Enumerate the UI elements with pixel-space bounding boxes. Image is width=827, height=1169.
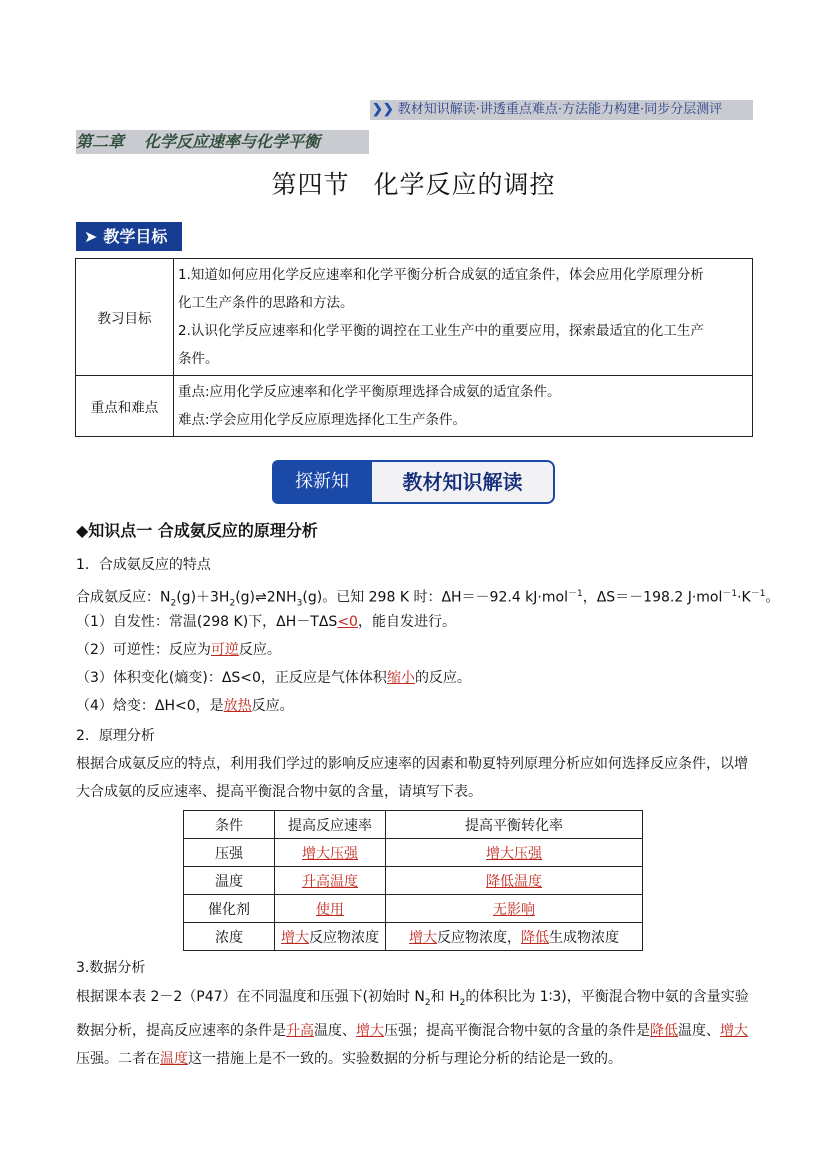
answer: 升高 xyxy=(286,1022,314,1039)
cell xyxy=(386,839,643,867)
table-row xyxy=(184,895,643,923)
text: (g)＋3H xyxy=(176,589,230,606)
text-line: 条件。 xyxy=(178,351,219,367)
text: 2 xyxy=(459,997,466,1008)
text: 根据课本表 2－2（P47）在不同温度和压强下(初始时 N xyxy=(76,989,425,1005)
text: （1）自发性：常温(298 K)下，ΔH－TΔS xyxy=(76,614,338,630)
section-1-heading: 1．合成氨反应的特点 xyxy=(76,557,211,573)
table-row xyxy=(184,923,643,951)
text: ，ΔS＝－198.2 J·mol xyxy=(582,589,723,606)
column-header: 条件 xyxy=(184,811,275,839)
text: 的反应。 xyxy=(414,670,471,686)
text: 2 xyxy=(170,598,177,609)
cell xyxy=(275,867,386,895)
answer: 增大 xyxy=(356,1022,384,1039)
answer: 降低温度 xyxy=(486,873,542,890)
text: (g)⇌2NH xyxy=(235,589,297,606)
text: 反应。 xyxy=(238,642,281,658)
answer: 使用 xyxy=(316,901,344,918)
section-number: 第四节 xyxy=(271,170,350,199)
cell xyxy=(275,923,386,951)
text: 。 xyxy=(765,589,780,606)
column-header: 提高反应速率 xyxy=(275,811,386,839)
answer: 降低 xyxy=(521,929,549,946)
section-3-heading: 3.数据分析 xyxy=(76,960,146,976)
text: （2）可逆性：反应为 xyxy=(76,642,211,658)
text: ·K xyxy=(737,589,751,606)
text: 反应。 xyxy=(251,698,294,714)
text: 2 xyxy=(424,997,431,1008)
text: 温度、 xyxy=(678,1022,720,1039)
answer: 缩小 xyxy=(386,670,415,686)
table-row xyxy=(76,376,753,437)
answer: 温度 xyxy=(160,1050,188,1067)
text: 反应物浓度 xyxy=(309,929,379,946)
text: 生成物浓度 xyxy=(549,929,619,946)
cell: 浓度 xyxy=(184,923,275,951)
cell xyxy=(386,895,643,923)
text: 3 xyxy=(296,598,303,609)
cell: 压强 xyxy=(184,839,275,867)
answer: 增大 xyxy=(281,929,309,946)
cell: 催化剂 xyxy=(184,895,275,923)
explore-banner xyxy=(272,460,555,504)
answer: 无影响 xyxy=(493,901,535,918)
row-text xyxy=(174,259,753,376)
text: 和 H xyxy=(430,989,460,1005)
table-row xyxy=(76,259,753,376)
chapter-heading xyxy=(76,130,369,154)
objectives-header xyxy=(76,222,182,251)
text: －1 xyxy=(750,589,766,599)
answer: 可逆 xyxy=(210,642,239,658)
answer: 增大 xyxy=(409,929,437,946)
explore-left-label: 探新知 xyxy=(272,460,372,504)
text: 合成氨反应：N xyxy=(76,589,171,606)
text: －1 xyxy=(722,589,738,599)
table-row xyxy=(184,867,643,895)
cell xyxy=(275,839,386,867)
text: －1 xyxy=(567,589,583,599)
text: （4）焓变：ΔH<0，是 xyxy=(76,698,224,714)
banner-text: 教材知识解读·讲透重点难点·方法能力构建·同步分层测评 xyxy=(397,102,723,117)
answer: 增大压强 xyxy=(486,845,542,862)
point-2 xyxy=(76,636,281,664)
answer: 增大压强 xyxy=(302,845,358,862)
text: 温度、 xyxy=(314,1022,356,1039)
text-line: 重点:应用化学反应速率和化学平衡原理选择合成氨的适宜条件。 xyxy=(178,384,561,400)
answer: 升高温度 xyxy=(302,873,358,890)
text-line: 化工生产条件的思路和方法。 xyxy=(178,295,354,311)
answer: 降低 xyxy=(650,1022,678,1039)
conditions-table xyxy=(183,810,643,951)
knowledge-point-title: ◆知识点一 合成氨反应的原理分析 xyxy=(76,521,318,540)
answer: 增大 xyxy=(720,1022,748,1039)
explore-right-label: 教材知识解读 xyxy=(370,460,555,504)
section-2-text: 根据合成氨反应的特点，利用我们学过的影响反应速率的因素和勒夏特列原理分析应如何选择反应条件，以增大合成氨的反应速率、提高平衡混合物中氨的含量，请填写下表。 xyxy=(76,756,748,800)
page-title xyxy=(0,165,827,205)
text: 压强。二者在 xyxy=(76,1050,160,1067)
arrow-right-icon: ➤ xyxy=(84,227,98,246)
text-line: 难点:学会应用化学反应原理选择化工生产条件。 xyxy=(178,412,467,428)
section-3-text xyxy=(76,983,756,1073)
point-3 xyxy=(76,664,471,692)
objectives-table xyxy=(75,258,753,437)
text: 2 xyxy=(229,598,236,609)
text: 反应物浓度， xyxy=(437,929,521,946)
text-line: 2.认识化学反应速率和化学平衡的调控在工业生产中的重要应用，探索最适宜的化工生产 xyxy=(178,323,704,339)
chapter-name: 化学反应速率与化学平衡 xyxy=(144,132,321,151)
answer: <0 xyxy=(337,614,358,630)
row-label: 重点和难点 xyxy=(76,376,174,437)
cell xyxy=(275,895,386,923)
point-1 xyxy=(76,608,456,636)
top-banner xyxy=(370,100,753,120)
cell xyxy=(386,923,643,951)
text: 压强；提高平衡混合物中氨的含量的条件是 xyxy=(384,1022,650,1039)
text: 这一措施上是不一致的。实验数据的分析与理论分析的结论是一致的。 xyxy=(188,1050,622,1067)
row-label: 教习目标 xyxy=(76,259,174,376)
objectives-header-label: 教学目标 xyxy=(103,227,168,246)
cell: 温度 xyxy=(184,867,275,895)
double-chevron-icon: ❯❯ xyxy=(372,102,394,117)
table-row xyxy=(184,839,643,867)
row-text xyxy=(174,376,753,437)
section-2-heading: 2．原理分析 xyxy=(76,728,155,744)
text: （3）体积变化(熵变)：ΔS<0，正反应是气体体积 xyxy=(76,670,387,686)
text: ，能自发进行。 xyxy=(357,614,456,630)
table-header-row xyxy=(184,811,643,839)
point-4 xyxy=(76,692,294,720)
answer: 放热 xyxy=(223,698,252,714)
text-line: 1.知道如何应用化学反应速率和化学平衡分析合成氨的适宜条件，体会应用化学原理分析 xyxy=(178,267,704,283)
text: (g)。已知 298 K 时：ΔH＝－92.4 kJ·mol xyxy=(302,589,568,606)
cell xyxy=(386,867,643,895)
section-name: 化学反应的调控 xyxy=(373,170,556,199)
column-header: 提高平衡转化率 xyxy=(386,811,643,839)
text: 的体积比为 1∶3)，平衡混合物中氨的含量实验数据分析，提高反应速率的条件是 xyxy=(76,989,749,1039)
chapter-number: 第二章 xyxy=(76,132,125,151)
